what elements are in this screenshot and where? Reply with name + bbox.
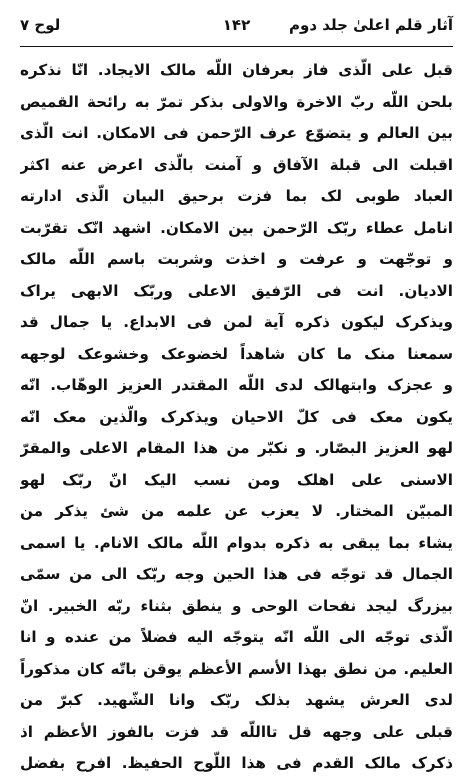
text-line: یشاء بما یبقی به ذکره بدوام اللّه مالک الانام. یا اسمی <box>20 533 453 552</box>
text-line: قبلی علی وجهه قل تااللّه قد فزت بالفوز الأعظم اذ <box>20 722 453 741</box>
text-body <box>20 55 453 780</box>
text-line: الادیان. انت فی الرّفیق الاعلی وربّک الابهی یراک <box>20 281 453 300</box>
text-line: انامل عطاء ربّک الرّحمن بین الامکان. اشهد انّک تقرّبت <box>20 218 453 237</box>
text-line: الّذی توجّه الی اللّه انّه یتوجّه الیه فضلاً من عنده و انا <box>20 628 453 646</box>
text-line: بلحن اللّه ربّ الاخرة والاولی بذکر تمرّ به رائحة القمیص <box>20 92 453 111</box>
text-line: ذکرک مالک القدم فی هذا اللّوح الحفیظ. افرح بفضل <box>20 754 453 772</box>
text-line: اقبلت الی قبلة الآفاق و آمنت بالّذی اعرض عنه اکثر <box>20 155 453 174</box>
header-divider <box>20 46 453 47</box>
text-line: الجمال قد توجّه فی هذا الحین وجه ربّک الی من سمّی <box>20 565 453 583</box>
page-header <box>20 14 453 42</box>
text-line: قبل علی الّذی فاز بعرفان اللّه مالک الایجاد. انّا نذکره <box>20 61 453 79</box>
text-line: العلیم. من نطق بهذا الأسم الأعظم یوقن باتّه کان مذکوراً <box>20 659 453 678</box>
text-line: لدی العرش یشهد بذلک ربّک وانا الشّهید. کبرّ من <box>20 691 453 709</box>
text-line: بیزرگ لیجد نفحات الوحی و ینطق بثناء ربّه الخبیر. انّ <box>20 596 453 615</box>
tablet-label: لوح ۷ <box>20 16 61 34</box>
text-line: و عجزک وابتهالک لدی اللّه المقتدر العزیز الوهّاب. انّه <box>20 376 453 394</box>
text-line: و توجّهت و عرفت و اخذت وشربت باسم اللّه مالک <box>20 250 453 268</box>
text-line: الاسنی علی اهلک ومن نسب الیک انّ ربّک لهو <box>20 470 453 489</box>
text-line: سمعنا منک ما کان شاهداً لخضوعک وخشوعک لوجهه <box>20 344 453 363</box>
text-line: ویذکرک لیکون ذکره آیة لمن فی الابداع. یا جمال قد <box>20 313 453 331</box>
book-title: آثار قلم اعلیٰ جلد دوم <box>289 16 453 34</box>
text-line: المبیّن المختار. لا یعزب عن علمه من شئ یذکر من <box>20 502 453 520</box>
text-line: لهو العزیز البصّار. و نکبّر من هذا المقام الاعلی والمقرّ <box>20 439 453 457</box>
text-line: العباد طوبی لک بما فزت برحیق البیان الّذی ادارته <box>20 187 453 205</box>
text-line: یکون معک فی کلّ الاحیان ویذکرک والّذین معک انّه <box>20 407 453 426</box>
page-number: ۱۴۲ <box>222 16 251 34</box>
text-line: بین العالم و یتضوّع عرف الرّحمن فی الامکان. انت الّذی <box>20 124 453 142</box>
